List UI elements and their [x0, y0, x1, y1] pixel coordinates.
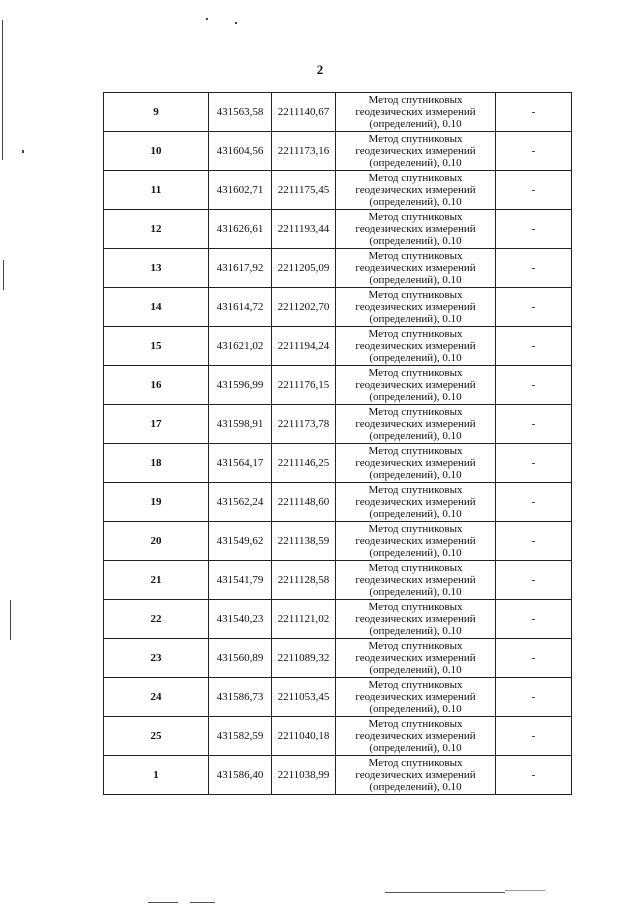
extra-value: -	[496, 717, 572, 756]
table-row	[104, 288, 572, 327]
method-cell	[336, 678, 496, 717]
method-line: (определений), 0.10	[369, 274, 462, 286]
point-number: 15	[104, 327, 209, 366]
method-cell	[336, 93, 496, 132]
method-line: Метод спутниковых	[368, 523, 463, 535]
method-line: геодезических измерений	[355, 106, 476, 118]
table-row	[104, 249, 572, 288]
method-line: Метод спутниковых	[368, 289, 463, 301]
method-line: Метод спутниковых	[368, 718, 463, 730]
extra-value: -	[496, 327, 572, 366]
method-line: (определений), 0.10	[369, 469, 462, 481]
coordinate-y: 2211148,60	[272, 483, 336, 522]
method-cell	[336, 522, 496, 561]
extra-value: -	[496, 171, 572, 210]
bottom-rule	[505, 890, 545, 891]
coordinate-x: 431582,59	[209, 717, 272, 756]
method-line: Метод спутниковых	[368, 640, 463, 652]
point-number: 23	[104, 639, 209, 678]
coordinate-x: 431614,72	[209, 288, 272, 327]
extra-value: -	[496, 93, 572, 132]
coordinate-x: 431617,92	[209, 249, 272, 288]
coordinate-y: 2211128,58	[272, 561, 336, 600]
method-line: геодезических измерений	[355, 379, 476, 391]
point-number: 21	[104, 561, 209, 600]
table-row	[104, 522, 572, 561]
method-line: геодезических измерений	[355, 574, 476, 586]
method-line: Метод спутниковых	[368, 562, 463, 574]
method-line: Метод спутниковых	[368, 367, 463, 379]
point-number: 10	[104, 132, 209, 171]
coordinate-x: 431563,58	[209, 93, 272, 132]
method-line: геодезических измерений	[355, 613, 476, 625]
coordinate-y: 2211089,32	[272, 639, 336, 678]
method-line: (определений), 0.10	[369, 508, 462, 520]
coordinate-y: 2211173,16	[272, 132, 336, 171]
coordinate-x: 431560,89	[209, 639, 272, 678]
coordinate-x: 431586,73	[209, 678, 272, 717]
table-row	[104, 210, 572, 249]
method-line: (определений), 0.10	[369, 430, 462, 442]
method-line: (определений), 0.10	[369, 781, 462, 793]
method-line: Метод спутниковых	[368, 94, 463, 106]
table-row	[104, 132, 572, 171]
coordinate-y: 2211205,09	[272, 249, 336, 288]
method-line: геодезических измерений	[355, 262, 476, 274]
coordinate-y: 2211173,78	[272, 405, 336, 444]
method-cell	[336, 210, 496, 249]
scan-mark	[2, 20, 3, 160]
bottom-rule	[385, 892, 505, 893]
extra-value: -	[496, 522, 572, 561]
table-row	[104, 327, 572, 366]
extra-value: -	[496, 405, 572, 444]
method-cell	[336, 483, 496, 522]
coordinates-table-body	[104, 93, 572, 795]
method-line: (определений), 0.10	[369, 313, 462, 325]
method-line: Метод спутниковых	[368, 445, 463, 457]
extra-value: -	[496, 444, 572, 483]
table-row	[104, 171, 572, 210]
coordinate-y: 2211175,45	[272, 171, 336, 210]
table-row	[104, 678, 572, 717]
method-line: (определений), 0.10	[369, 703, 462, 715]
method-cell	[336, 366, 496, 405]
method-line: Метод спутниковых	[368, 484, 463, 496]
method-cell	[336, 444, 496, 483]
method-cell	[336, 561, 496, 600]
extra-value: -	[496, 249, 572, 288]
coordinate-x: 431604,56	[209, 132, 272, 171]
method-line: геодезических измерений	[355, 223, 476, 235]
point-number: 1	[104, 756, 209, 795]
point-number: 17	[104, 405, 209, 444]
table-row	[104, 639, 572, 678]
table-row	[104, 717, 572, 756]
coordinate-x: 431602,71	[209, 171, 272, 210]
coordinate-y: 2211194,24	[272, 327, 336, 366]
table-row	[104, 483, 572, 522]
extra-value: -	[496, 756, 572, 795]
method-cell	[336, 405, 496, 444]
method-cell	[336, 132, 496, 171]
coordinate-y: 2211193,44	[272, 210, 336, 249]
table-row	[104, 405, 572, 444]
coordinate-x: 431596,99	[209, 366, 272, 405]
method-line: геодезических измерений	[355, 769, 476, 781]
method-line: Метод спутниковых	[368, 757, 463, 769]
point-number: 12	[104, 210, 209, 249]
method-line: Метод спутниковых	[368, 133, 463, 145]
method-line: Метод спутниковых	[368, 679, 463, 691]
method-line: (определений), 0.10	[369, 586, 462, 598]
extra-value: -	[496, 600, 572, 639]
scan-mark	[206, 18, 208, 20]
method-cell	[336, 171, 496, 210]
coordinate-y: 2211146,25	[272, 444, 336, 483]
method-line: (определений), 0.10	[369, 547, 462, 559]
method-line: геодезических измерений	[355, 145, 476, 157]
method-line: геодезических измерений	[355, 418, 476, 430]
method-line: геодезических измерений	[355, 691, 476, 703]
method-cell	[336, 717, 496, 756]
extra-value: -	[496, 678, 572, 717]
point-number: 14	[104, 288, 209, 327]
method-line: геодезических измерений	[355, 184, 476, 196]
scan-mark	[22, 150, 24, 153]
method-line: геодезических измерений	[355, 340, 476, 352]
coordinate-y: 2211140,67	[272, 93, 336, 132]
method-cell	[336, 327, 496, 366]
extra-value: -	[496, 561, 572, 600]
method-line: (определений), 0.10	[369, 664, 462, 676]
method-line: геодезических измерений	[355, 496, 476, 508]
table-row	[104, 93, 572, 132]
coordinate-x: 431562,24	[209, 483, 272, 522]
point-number: 25	[104, 717, 209, 756]
method-cell	[336, 249, 496, 288]
coordinate-y: 2211121,02	[272, 600, 336, 639]
method-line: (определений), 0.10	[369, 157, 462, 169]
method-line: геодезических измерений	[355, 457, 476, 469]
method-cell	[336, 639, 496, 678]
coordinates-table	[103, 92, 572, 795]
scan-mark	[235, 22, 237, 24]
table-row	[104, 444, 572, 483]
table-row	[104, 600, 572, 639]
point-number: 18	[104, 444, 209, 483]
method-cell	[336, 600, 496, 639]
method-line: геодезических измерений	[355, 535, 476, 547]
method-line: (определений), 0.10	[369, 352, 462, 364]
method-line: Метод спутниковых	[368, 172, 463, 184]
bottom-rule	[148, 902, 178, 903]
coordinate-x: 431586,40	[209, 756, 272, 795]
method-line: Метод спутниковых	[368, 250, 463, 262]
table-row	[104, 756, 572, 795]
coordinate-y: 2211053,45	[272, 678, 336, 717]
method-line: геодезических измерений	[355, 301, 476, 313]
method-line: Метод спутниковых	[368, 211, 463, 223]
page-number: 2	[316, 62, 324, 77]
extra-value: -	[496, 483, 572, 522]
method-line: Метод спутниковых	[368, 601, 463, 613]
point-number: 11	[104, 171, 209, 210]
coordinate-y: 2211138,59	[272, 522, 336, 561]
method-line: (определений), 0.10	[369, 235, 462, 247]
coordinate-x: 431549,62	[209, 522, 272, 561]
point-number: 24	[104, 678, 209, 717]
extra-value: -	[496, 288, 572, 327]
point-number: 19	[104, 483, 209, 522]
table-row	[104, 561, 572, 600]
method-line: (определений), 0.10	[369, 625, 462, 637]
point-number: 13	[104, 249, 209, 288]
method-line: геодезических измерений	[355, 652, 476, 664]
extra-value: -	[496, 366, 572, 405]
coordinate-y: 2211040,18	[272, 717, 336, 756]
method-line: Метод спутниковых	[368, 406, 463, 418]
scan-mark	[3, 260, 4, 290]
coordinate-x: 431598,91	[209, 405, 272, 444]
extra-value: -	[496, 132, 572, 171]
point-number: 20	[104, 522, 209, 561]
coordinate-x: 431564,17	[209, 444, 272, 483]
extra-value: -	[496, 639, 572, 678]
coordinate-x: 431541,79	[209, 561, 272, 600]
method-line: Метод спутниковых	[368, 328, 463, 340]
scan-mark	[10, 600, 11, 640]
coordinate-x: 431621,02	[209, 327, 272, 366]
table-row	[104, 366, 572, 405]
coordinate-x: 431540,23	[209, 600, 272, 639]
method-line: (определений), 0.10	[369, 742, 462, 754]
coordinate-y: 2211202,70	[272, 288, 336, 327]
extra-value: -	[496, 210, 572, 249]
coordinate-x: 431626,61	[209, 210, 272, 249]
point-number: 22	[104, 600, 209, 639]
point-number: 9	[104, 93, 209, 132]
method-cell	[336, 288, 496, 327]
method-line: (определений), 0.10	[369, 391, 462, 403]
point-number: 16	[104, 366, 209, 405]
method-line: геодезических измерений	[355, 730, 476, 742]
coordinate-y: 2211176,15	[272, 366, 336, 405]
method-line: (определений), 0.10	[369, 118, 462, 130]
method-line: (определений), 0.10	[369, 196, 462, 208]
bottom-rule	[190, 902, 215, 903]
method-cell	[336, 756, 496, 795]
coordinate-y: 2211038,99	[272, 756, 336, 795]
